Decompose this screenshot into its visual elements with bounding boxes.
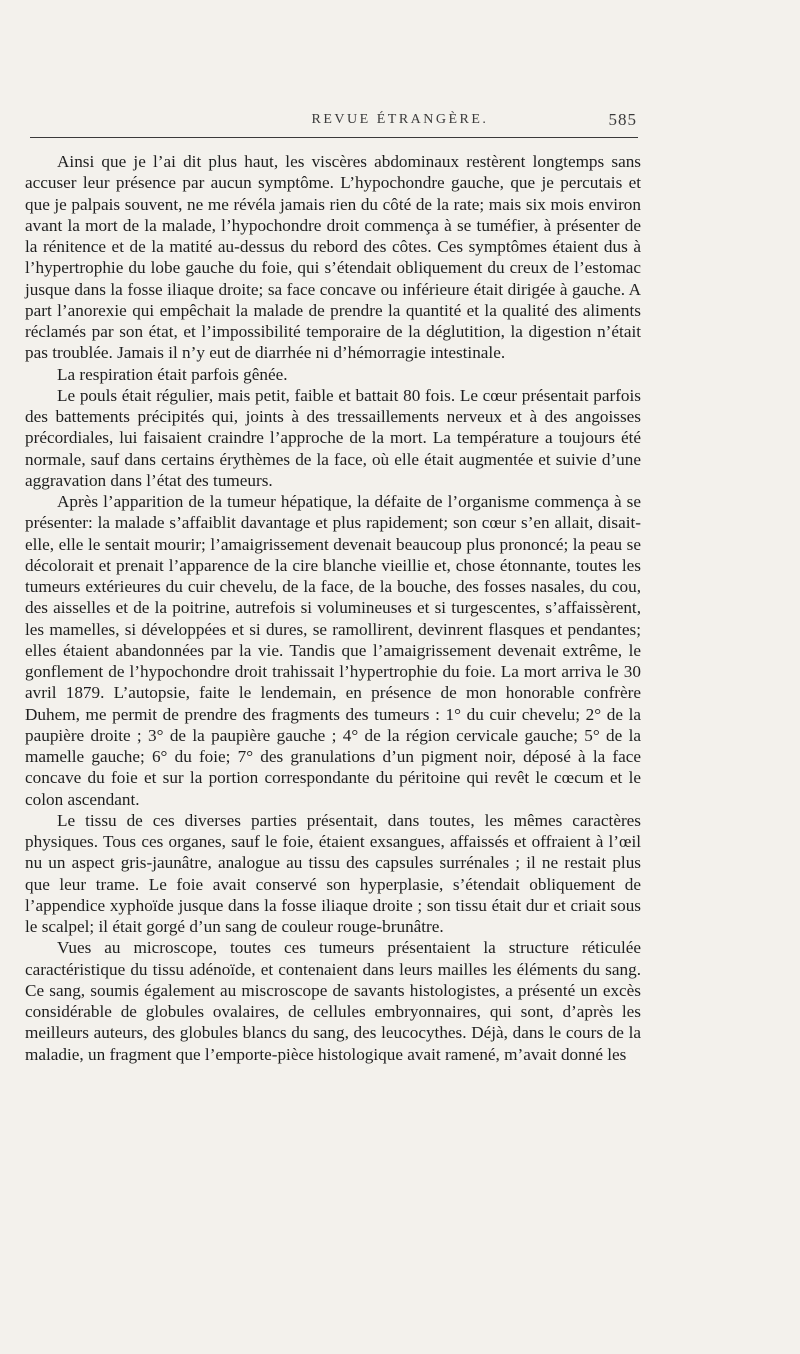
body-text bbox=[25, 151, 641, 1065]
paragraph: Le tissu de ces diverses parties présentait, dans toutes, les mêmes caractères physiques. Tous ces organes, sauf le foie, étaient exsangues, affaissés et offraient à l’œil nu un aspect gris-jaunâtre, analogue au tissu des capsules surrénales ; il ne restait plus que leur trame. Le foie avait conservé son hyperplasie, s’étendait obliquement de l’appendice xyphoïde jusque dans la fosse iliaque droite ; son tissu était dur et criait sous le scalpel; il était gorgé d’un sang de couleur rouge-brunâtre. bbox=[25, 810, 641, 936]
paragraph: La respiration était parfois gênée. bbox=[57, 364, 288, 384]
paragraph: Vues au microscope, toutes ces tumeurs présentaient la structure réticulée caractéristique du tissu adénoïde, et contenaient dans leurs mailles les éléments du sang. Ce sang, soumis également au miscroscope de savants histologistes, a présenté un excès considérable de globules ovalaires, de cellules embryonnaires, qui sont, d’après les meilleurs auteurs, des globules blancs du sang, des leucocythes. Déjà, dans le cours de la maladie, un fragment que l’emporte-pièce histologique avait ramené, m’avait donné les bbox=[25, 938, 641, 1064]
paragraph: Ainsi que je l’ai dit plus haut, les viscères abdominaux restèrent longtemps sans accuser leur présence par aucun symptôme. L’hypochondre gauche, que je percutais et que je palpais souvent, ne me révéla jamais rien du côté de la rate; mais six mois environ avant la mort de la malade, l’hypochondre droit commença à se tuméfier, à présenter de la rénitence et de la matité au-dessus du rebord des côtes. Ces symptômes étaient dus à l’hypertrophie du lobe gauche du foie, qui s’étendait obliquement du creux de l’estomac jusque dans la fosse iliaque droite; sa face concave ou inférieure était dirigée à gauche. A part l’anorexie qui empêchait la malade de prendre la quantité et la qualité des aliments réclamés par son état, et l’impossibilité temporaire de la déglutition, la digestion n’était pas troublée. Jamais il n’y eut de diarrhée ni d’hémorragie intestinale. bbox=[25, 152, 641, 363]
header-rule bbox=[30, 137, 638, 138]
paragraph: Le pouls était régulier, mais petit, faible et battait 80 fois. Le cœur présentait parfois des battements précipités qui, joints à des tressaillements nerveux et à des angoisses précordiales, lui faisaient craindre l’approche de la mort. La température a toujours été normale, sauf dans certains érythèmes de la face, où elle était augmentée et suivie d’une aggravation dans l’état des tumeurs. bbox=[25, 385, 641, 490]
running-title: REVUE ÉTRANGÈRE. bbox=[311, 112, 489, 127]
paragraph: Après l’apparition de la tumeur hépatique, la défaite de l’organisme commença à se présenter: la malade s’affaiblit davantage et plus rapidement; son cœur s’en allait, disait-elle, elle le sentait mourir; l’amaigrissement devenait beaucoup plus prononcé; la peau se décolorait et prenait l’apparence de la cire blanche vieillie et, chose étonnante, toutes les tumeurs extérieures du cuir chevelu, de la face, de la bouche, des fosses nasales, du cou, des aisselles et de la poitrine, autrefois si volumineuses et si turgescentes, s’affaissèrent, les mamelles, si développées et si dures, se ramollirent, devinrent flasques et pendantes; elles étaient abandonnées par la vie. Tandis que l’amaigrissement devenait extrême, le gonflement de l’hypochondre droit trahissait l’hypertrophie du foie. La mort arriva le 30 avril 1879. L’autopsie, faite le lendemain, en présence de mon honorable confrère Duhem, me permit de prendre des fragments des tumeurs : 1° du cuir chevelu; 2° de la paupière droite ; 3° de la paupière gauche ; 4° de la région cervicale gauche; 5° de la mamelle gauche; 6° du foie; 7° des granulations d’un pigment noir, déposé à la face concave du foie et sur la portion correspondante du péritoine qui revêt le cœcum et le colon ascendant. bbox=[25, 492, 641, 809]
running-head bbox=[0, 110, 800, 134]
page-number: 585 bbox=[608, 110, 637, 129]
